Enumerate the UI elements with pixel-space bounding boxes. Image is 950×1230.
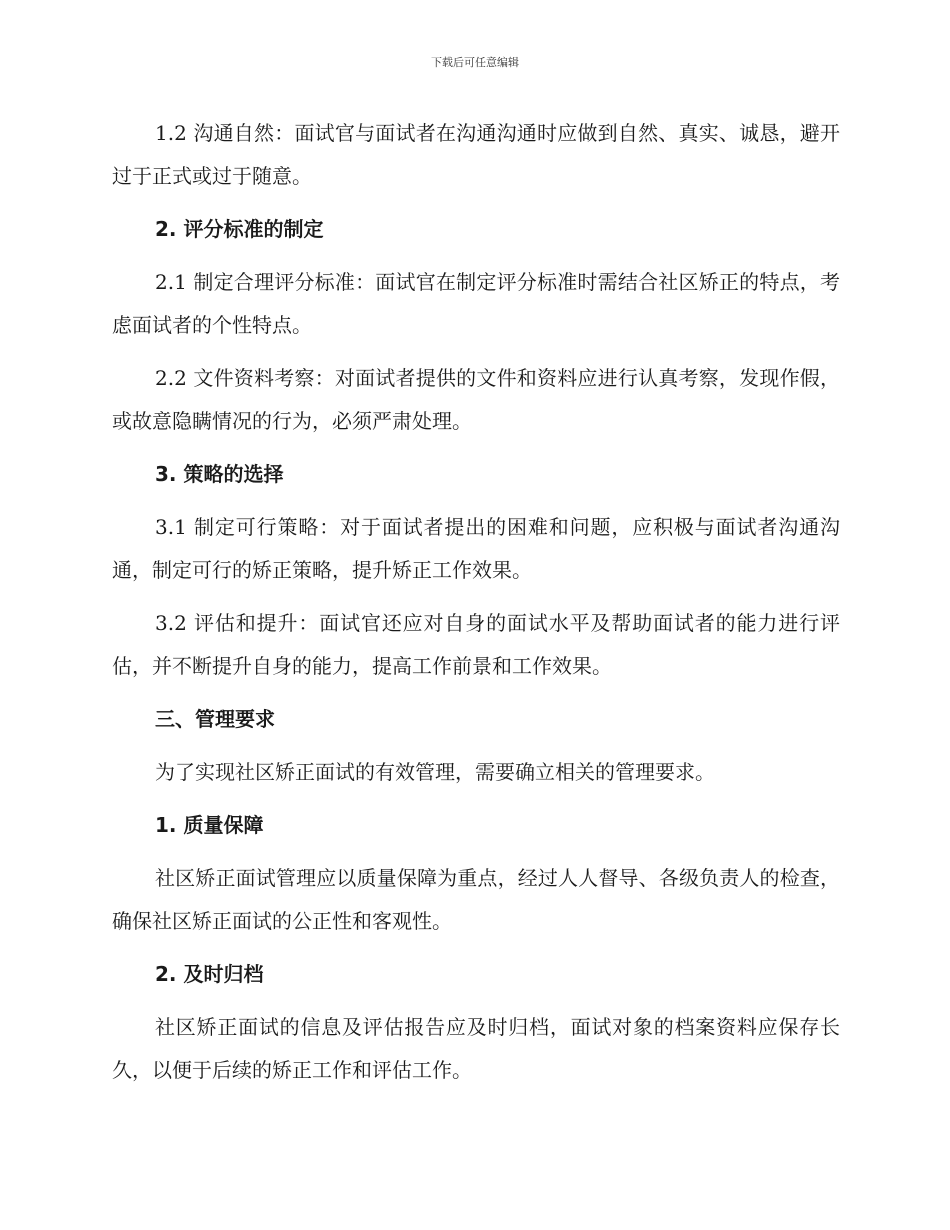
heading-2-scoring-standards: 2. 评分标准的制定 [155, 217, 324, 241]
paragraph-management-intro: 为了实现社区矫正面试的有效管理，需要确立相关的管理要求。 [155, 760, 715, 784]
paragraph-2-1: 2.1 制定合理评分标准：面试官在制定评分标准时需结合社区矫正的特点，考虑面试者的个性特点。 [112, 270, 840, 337]
page-header: 下载后可任意编辑 [431, 56, 519, 69]
paragraph-1-2: 1.2 沟通自然：面试官与面试者在沟通沟通时应做到自然、真实、诚恳，避开过于正式或过于随意。 [112, 121, 840, 188]
document-body [112, 112, 840, 1092]
paragraph-3-2: 3.2 评估和提升：面试官还应对自身的面试水平及帮助面试者的能力进行评估，并不断提升自身的能力，提高工作前景和工作效果。 [112, 611, 840, 678]
paragraph-3-1: 3.1 制定可行策略：对于面试者提出的困难和问题，应积极与面试者沟通沟通，制定可行的矫正策略，提升矫正工作效果。 [112, 515, 840, 582]
heading-section-3-management: 三、管理要求 [155, 707, 275, 731]
heading-2-timely-archiving: 2. 及时归档 [155, 962, 264, 986]
heading-1-quality-assurance: 1. 质量保障 [155, 813, 264, 837]
heading-3-strategy: 3. 策略的选择 [155, 462, 284, 486]
paragraph-2-2: 2.2 文件资料考察：对面试者提供的文件和资料应进行认真考察，发现作假，或故意隐瞒情况的行为，必须严肃处理。 [112, 366, 840, 433]
paragraph-quality-assurance: 社区矫正面试管理应以质量保障为重点，经过人人督导、各级负责人的检查，确保社区矫正面试的公正性和客观性。 [112, 866, 840, 933]
paragraph-timely-archiving: 社区矫正面试的信息及评估报告应及时归档，面试对象的档案资料应保存长久，以便于后续的矫正工作和评估工作。 [112, 1015, 840, 1082]
